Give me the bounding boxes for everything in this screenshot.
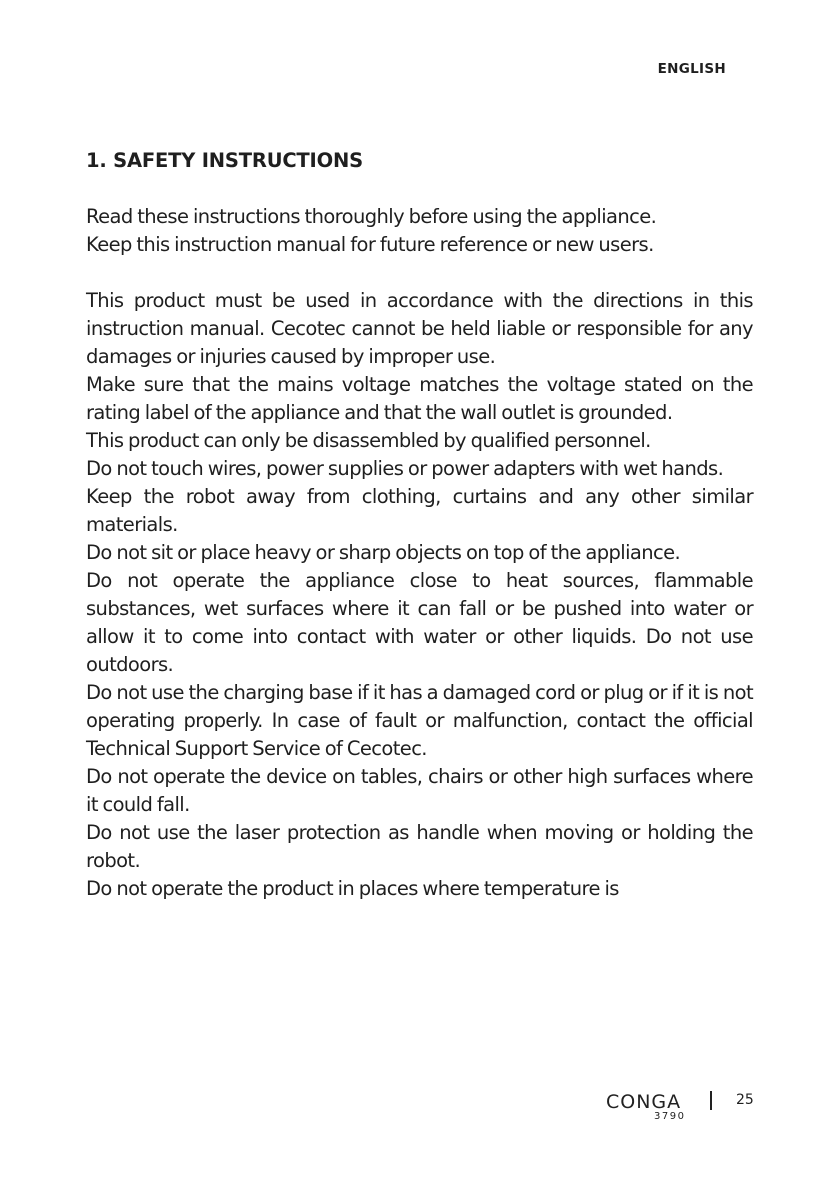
safety-instructions-body xyxy=(86,287,753,903)
instruction-paragraph: Keep the robot away from clothing, curtains and any other similar materials. xyxy=(86,485,753,536)
instruction-paragraph: Do not use the charging base if it has a damaged cord or plug or if it is not operating properly. In case of fault or malfunction, contact the official Technical Support Service of Cecotec. xyxy=(86,681,753,760)
instruction-paragraph: Do not use the laser protection as handle when moving or holding the robot. xyxy=(86,821,753,872)
section-title: 1. SAFETY INSTRUCTIONS xyxy=(86,149,363,172)
language-label: ENGLISH xyxy=(657,61,726,77)
brand-model: 3790 xyxy=(654,1111,686,1122)
intro-line: Keep this instruction manual for future reference or new users. xyxy=(86,233,654,256)
instruction-paragraph: Do not touch wires, power supplies or power adapters with wet hands. xyxy=(86,457,724,480)
instruction-paragraph: This product can only be disassembled by qualified personnel. xyxy=(86,429,651,452)
intro-line: Read these instructions thoroughly before using the appliance. xyxy=(86,205,657,228)
instruction-paragraph: Do not operate the appliance close to heat sources, flammable substances, wet surfaces where it can fall or be pushed into water or allow it to come into contact with water or other liquids. Do not use outdoors. xyxy=(86,569,753,676)
footer-divider xyxy=(710,1091,712,1110)
page-number: 25 xyxy=(736,1092,754,1108)
instruction-paragraph: Do not operate the device on tables, chairs or other high surfaces where it could fall. xyxy=(86,765,753,816)
intro-text xyxy=(86,203,753,259)
instruction-paragraph: Do not operate the product in places where temperature is xyxy=(86,877,619,900)
brand-name: CONGA xyxy=(606,1091,682,1113)
brand-logo xyxy=(606,1091,696,1121)
instruction-paragraph: This product must be used in accordance with the directions in this instruction manual. Cecotec cannot be held liable or responsible for any damages or injuries caused by improper use. xyxy=(86,289,753,368)
instruction-paragraph: Make sure that the mains voltage matches the voltage stated on the rating label of the appliance and that the wall outlet is grounded. xyxy=(86,373,753,424)
instruction-paragraph: Do not sit or place heavy or sharp objects on top of the appliance. xyxy=(86,541,681,564)
